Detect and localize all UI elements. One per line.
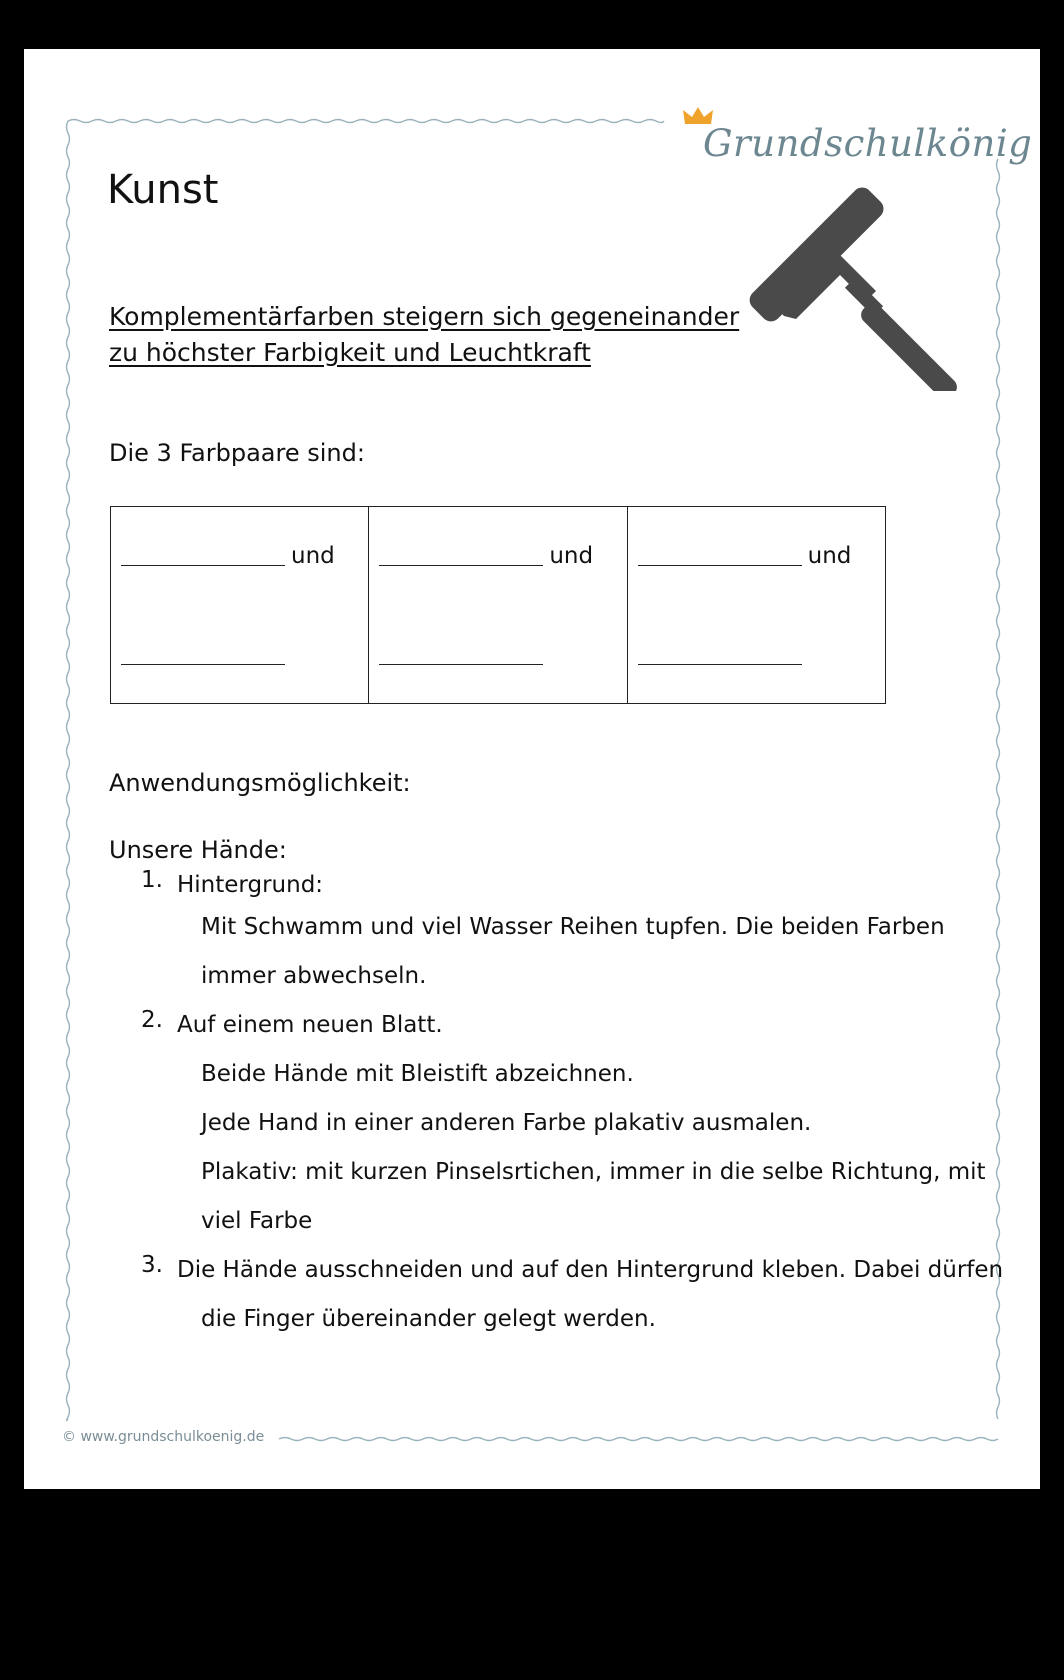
paint-roller-icon — [744, 141, 984, 391]
step-text-line: immer abwechseln. — [201, 963, 427, 989]
pair-connector: und — [807, 543, 852, 569]
step-text-line: Mit Schwamm und viel Wasser Reihen tupfen. Die beiden Farben — [201, 914, 945, 940]
color-pairs-table — [110, 506, 886, 704]
answer-blank[interactable] — [638, 565, 802, 566]
step-title: Hintergrund: — [177, 872, 324, 898]
answer-blank[interactable] — [379, 664, 543, 665]
answer-blank[interactable] — [379, 565, 543, 566]
worksheet-page — [24, 49, 1040, 1489]
instruction-step-1 — [141, 867, 1001, 1007]
step-text-line: Plakativ: mit kurzen Pinselsrtichen, immer in die selbe Richtung, mit — [201, 1159, 986, 1185]
pair-connector: und — [549, 543, 594, 569]
instruction-list — [141, 867, 1004, 1350]
answer-blank[interactable] — [121, 664, 285, 665]
brand-logo-text: Grundschulkönig — [703, 122, 1033, 165]
instruction-step-2 — [141, 1007, 1001, 1252]
copyright-footer: © www.grundschulkoenig.de — [62, 1429, 265, 1445]
step-text-line: Jede Hand in einer anderen Farbe plakativ ausmalen. — [201, 1110, 812, 1136]
color-pair-cell-3 — [628, 507, 885, 703]
step-text-line: viel Farbe — [201, 1208, 313, 1234]
pair-connector: und — [291, 543, 335, 569]
hands-label: Unsere Hände: — [109, 836, 287, 864]
topic-heading-line-1: Komplementärfarben steigern sich gegeneinander — [109, 302, 740, 331]
color-pair-cell-1 — [111, 507, 369, 703]
step-text-line: Beide Hände mit Bleistift abzeichnen. — [201, 1061, 634, 1087]
instruction-step-3 — [141, 1252, 1004, 1350]
color-pair-cell-2 — [369, 507, 627, 703]
topic-heading — [109, 299, 749, 371]
color-pairs-label: Die 3 Farbpaare sind: — [109, 439, 365, 467]
application-label: Anwendungsmöglichkeit: — [109, 769, 411, 797]
topic-heading-line-2: zu höchster Farbigkeit und Leuchtkraft — [109, 338, 591, 367]
answer-blank[interactable] — [121, 565, 285, 566]
step-title: Die Hände ausschneiden und auf den Hintergrund kleben. Dabei dürfen — [177, 1257, 1004, 1283]
step-title: Auf einem neuen Blatt. — [177, 1012, 443, 1038]
step-number: 3. — [141, 1252, 163, 1278]
answer-blank[interactable] — [638, 664, 802, 665]
step-number: 1. — [141, 867, 163, 893]
step-text-line: die Finger übereinander gelegt werden. — [201, 1306, 656, 1332]
step-number: 2. — [141, 1007, 163, 1033]
page-title: Kunst — [107, 167, 219, 213]
